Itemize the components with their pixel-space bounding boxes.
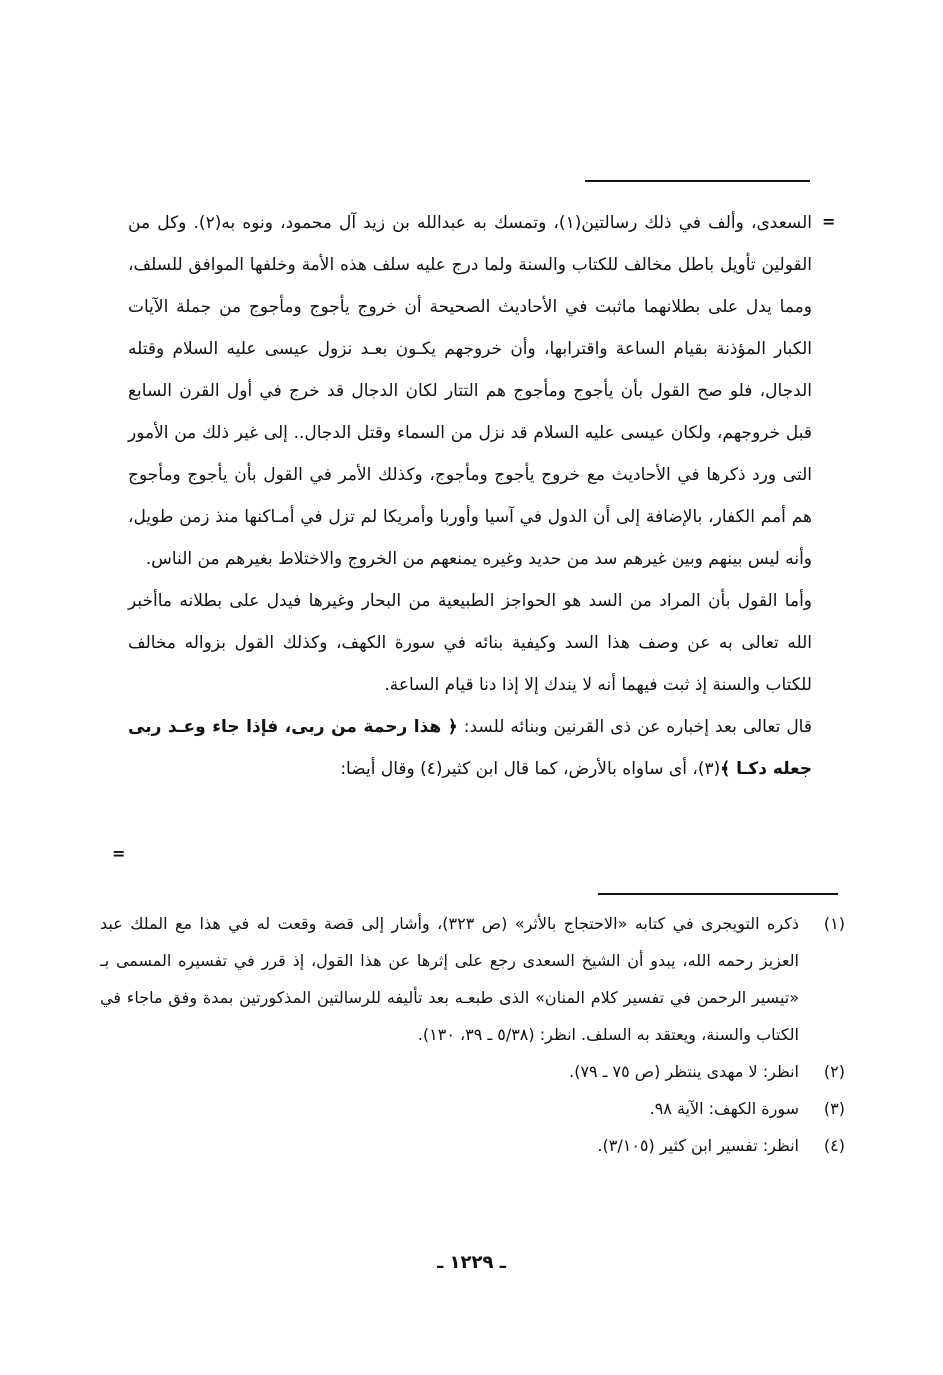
- footnote-1: [100, 905, 845, 1053]
- footnote-text: انظر: تفسير ابن كثير (٣/١٠٥).: [597, 1136, 799, 1155]
- body-paragraph-2: وأما القول بأن المراد من السد هو الحواجز الطبيعية من البحار وغيرها فيدل على بطلانه ماأخبر الله تعالى به عن وصف هذا السد وكيفية بنائه في سورة الكهف، وكذلك القول بزواله مخالف للكتاب والسنة إذ ثبت فيهما أنه لا يندك إلا إذا دنا قيام الساعة.: [128, 591, 812, 695]
- footnote-number: (٣): [823, 1099, 845, 1118]
- continuation-mark-top: =: [822, 212, 836, 231]
- footnote-separator-line: [598, 893, 838, 895]
- footnote-text: ذكره التويجرى في كتابه «الاحتجاج بالأثر» (ص ٣٢٣)، وأشار إلى قصة وقعت له في هذا مع الملك عبد العزيز رحمه الله، يبدو أن الشيخ السعدى رجع على إثرها عن هذا القول، إذ قرر في تفسيره المسمى بـ «تيسير الرحمن في تفسير كلام المنان» الذى طبعـه بعد تأليفه للرسالتين المذكورتين بمدة وفق ماجاء في الكتاب والسنة، ويعتقد به السلف. انظر: (٥/٣٨ ـ ٣٩، ١٣٠).: [100, 914, 800, 1044]
- footnote-text: سورة الكهف: الآية ٩٨.: [649, 1099, 799, 1118]
- body-paragraph-1: السعدى، وألف في ذلك رسالتين(١)، وتمسك به عبدالله بن زيد آل محمود، ونوه به(٢). وكل من القولين تأويل باطل مخالف للكتاب والسنة ولما درج عليه سلف هذه الأمة وخلفها الموافق للسلف، ومما يدل على بطلانهما ماثبت في الأحاديث الصحيحة أن خروج يأجوج ومأجوج من جملة الآيات الكبار المؤذنة بقيام الساعة واقترابها، وأن خروجهم يكـون بعـد نزول عيسى عليه السلام وقتله الدجال، فلو صح القول بأن يأجوج ومأجوج هم التتار لكان الدجال قد خرج في أول القرن السابع قبل خروجهم، ولكان عيسى عليه السلام قد نزل من السماء وقتل الدجال.. إلى غير ذلك من الأمور التى ورد ذكرها في الأحاديث مع خروج يأجوج ومأجوج، وكذلك الأمر في القول بأن يأجوج ومأجوج هم أمم الكفار، بالإضافة إلى أن الدول في آسيا وأوربا وأمريكا لم تزل في أمـاكنها منذ زمن طويل، وأنه ليس بينهم وبين غيرهم سد من حديد وغيره يمنعهم من الخروج والاختلاط بغيرهم من الناس.: [128, 213, 812, 569]
- quote-intro: قال تعالى بعد إخباره عن ذى القرنين وبنائه للسد:: [457, 717, 812, 737]
- footnote-2: [100, 1053, 845, 1090]
- main-text: [128, 202, 812, 790]
- quran-quote: ﴿ هذا رحمة من ربى، فإذا جاء وعـد ربى جعله دكـا ﴾: [128, 717, 812, 779]
- continuation-mark-bottom: =: [112, 844, 126, 863]
- footnotes: [100, 905, 845, 1164]
- footnote-number: (٢): [823, 1062, 845, 1081]
- footnote-text: انظر: لا مهدى ينتظر (ص ٧٥ ـ ٧٩).: [569, 1062, 799, 1081]
- page-number: ـ ١٢٢٩ ـ: [437, 1252, 506, 1273]
- footnote-4: [100, 1127, 845, 1164]
- footnote-3: [100, 1090, 845, 1127]
- header-separator-line: [585, 180, 810, 182]
- quote-continuation: (٣)، أى ساواه بالأرض، كما قال ابن كثير(٤) وقال أيضا:: [340, 759, 721, 779]
- body-paragraph-3: [128, 706, 812, 790]
- footnote-number: (١): [823, 914, 845, 933]
- footnote-number: (٤): [823, 1136, 845, 1155]
